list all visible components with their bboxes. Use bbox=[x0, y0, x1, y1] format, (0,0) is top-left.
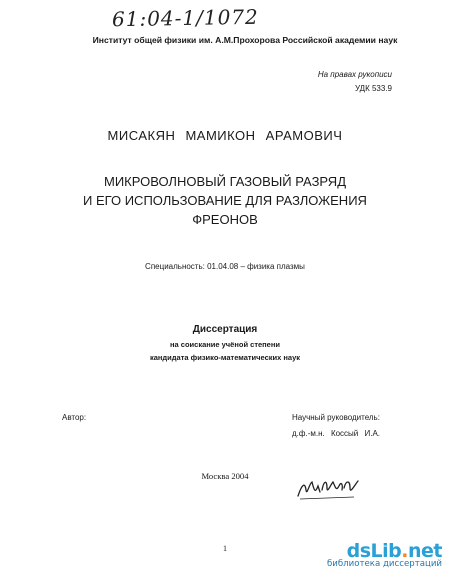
institute-name: Институт общей физики им. А.М.Прохорова Российской академии наук bbox=[92, 35, 398, 45]
logo-tld: net bbox=[408, 540, 442, 562]
logo-dot: . bbox=[401, 540, 408, 562]
title-line: МИКРОВОЛНОВЫЙ ГАЗОВЫЙ РАЗРЯД bbox=[103, 174, 347, 189]
supervisor-name: д.ф.-м.н. Коссый И.А. bbox=[292, 429, 381, 438]
udc-code: УДК 533.9 bbox=[354, 84, 392, 93]
degree-line-1: на соискание учёной степени bbox=[170, 340, 280, 349]
dslib-subtitle: библиотека диссертаций bbox=[326, 559, 442, 569]
document-type: Диссертация bbox=[192, 324, 258, 335]
page-number: 1 bbox=[223, 544, 227, 553]
logo-main: dsLib bbox=[346, 540, 402, 562]
degree-line-2: кандидата физико-математических наук bbox=[149, 353, 301, 362]
title-line: И ЕГО ИСПОЛЬЗОВАНИЕ ДЛЯ РАЗЛОЖЕНИЯ bbox=[83, 193, 367, 208]
author-name: МИСАКЯН МАМИКОН АРАМОВИЧ bbox=[107, 128, 343, 143]
manuscript-note: На правах рукописи bbox=[317, 70, 392, 79]
dslib-watermark[interactable] bbox=[282, 540, 442, 576]
supervisor-label: Научный руководитель: bbox=[292, 413, 380, 422]
signature-image bbox=[296, 476, 360, 507]
specialty: Специальность: 01.04.08 – физика плазмы bbox=[145, 262, 305, 271]
dissertation-title bbox=[0, 172, 450, 229]
author-label: Автор: bbox=[62, 413, 87, 422]
city-year: Москва 2004 bbox=[201, 471, 249, 481]
archive-number: 61:04-1/1072 bbox=[111, 4, 259, 32]
title-line: ФРЕОНОВ bbox=[192, 212, 258, 227]
